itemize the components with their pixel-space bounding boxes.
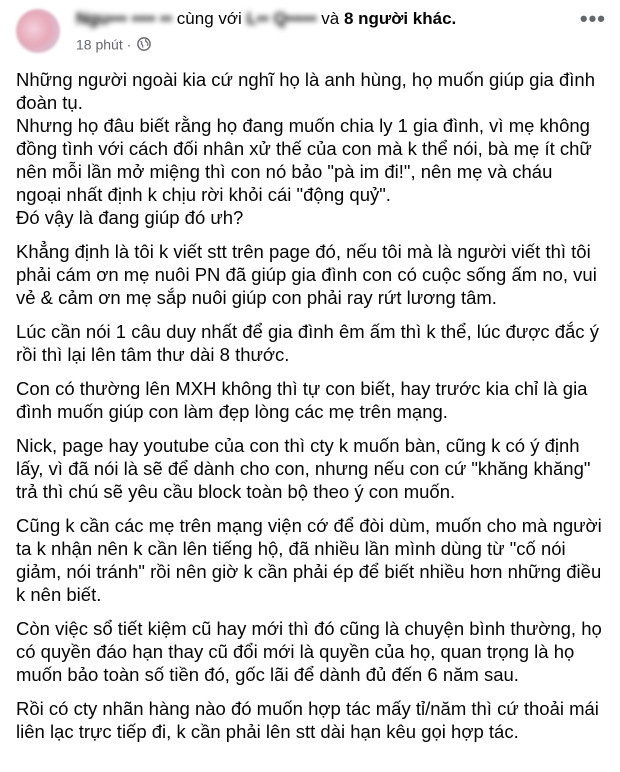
post-header — [0, 0, 620, 60]
globe-icon[interactable] — [137, 37, 151, 51]
post-title — [76, 8, 456, 30]
post-paragraph-2: Khẳng định là tôi k viết stt trên page đó, nếu tôi mà là người viết thì tôi phải cám ơn mẹ nuôi PN đã giúp gia đình con có cuộc sống ấm no, vui vẻ & cảm ơn mẹ sắp nuôi giúp con phải ray rứt lương tâm. — [16, 241, 597, 308]
with-text: cùng với — [176, 9, 242, 28]
tagged-name[interactable]: L•• Q••••• — [246, 9, 317, 28]
post-paragraph-7: Còn việc sổ tiết kiệm cũ hay mới thì đó cũng là chuyện bình thường, họ có quyền đáo hạn thay cũ đổi mới là quyền của họ, quan trọng là họ muốn bảo toàn số tiền đó, gốc lãi để dành đủ đến 6 năm sau. — [16, 618, 602, 685]
post-paragraph-6: Cũng k cần các mẹ trên mạng viện cớ để đòi dùm, muốn cho mà người ta k nhận nên k cần lên tiếng hộ, đã nhiều lần mình dùng từ "cố nói giảm, nói tránh" rồi nên giờ k cần phải ép để biết nhiều hơn những điều k nên biết. — [16, 515, 602, 605]
post-meta — [76, 34, 151, 53]
and-text: và — [321, 9, 340, 28]
others-link[interactable]: 8 người khác. — [343, 9, 457, 28]
more-options-icon[interactable]: ••• — [579, 6, 606, 31]
post-timestamp[interactable]: 18 phút — [76, 36, 123, 53]
post-body — [0, 60, 620, 743]
post-paragraph-5: Nick, page hay youtube của con thì cty k muốn bàn, cũng k có ý định lấy, vì đã nói là sẽ để dành cho con, nhưng nếu con cứ "khăng khăng" trả thì chú sẽ yêu cầu block toàn bộ theo ý con muốn. — [16, 435, 591, 502]
author-avatar[interactable] — [16, 9, 60, 53]
post-paragraph-1: Những người ngoài kia cứ nghĩ họ là anh hùng, họ muốn giúp gia đình đoàn tụ. Nhưng họ đâu biết rằng họ đang muốn chia ly 1 gia đình, vì mẹ không đồng tình với cách đối nhân xử thế của con mà k thể nói, bà mẹ ít chữ nên mỗi lần mở miệng thì con nó bảo "pà im đi!", nên mẹ và cháu ngoại nhất định k chịu rời khỏi cái "động quỷ". Đó vậy là đang giúp đó ưh? — [16, 69, 595, 228]
post-paragraph-3: Lúc cần nói 1 câu duy nhất để gia đình êm ấm thì k thể, lúc được đắc ý rồi thì lại lên tâm thư dài 8 thước. — [16, 321, 599, 365]
author-name[interactable]: Ngu••• •••• •• — [76, 9, 173, 28]
meta-separator: · — [126, 36, 132, 53]
post-paragraph-8: Rồi có cty nhãn hàng nào đó muốn hợp tác mấy tỉ/năm thì cứ thoải mái liên lạc trực tiếp đi, k cần phải lên stt dài hạn kêu gọi hợp tác. — [16, 698, 599, 742]
post-paragraph-4: Con có thường lên MXH không thì tự con biết, hay trước kia chỉ là gia đình muốn giúp con làm đẹp lòng các mẹ trên mạng. — [16, 378, 588, 422]
